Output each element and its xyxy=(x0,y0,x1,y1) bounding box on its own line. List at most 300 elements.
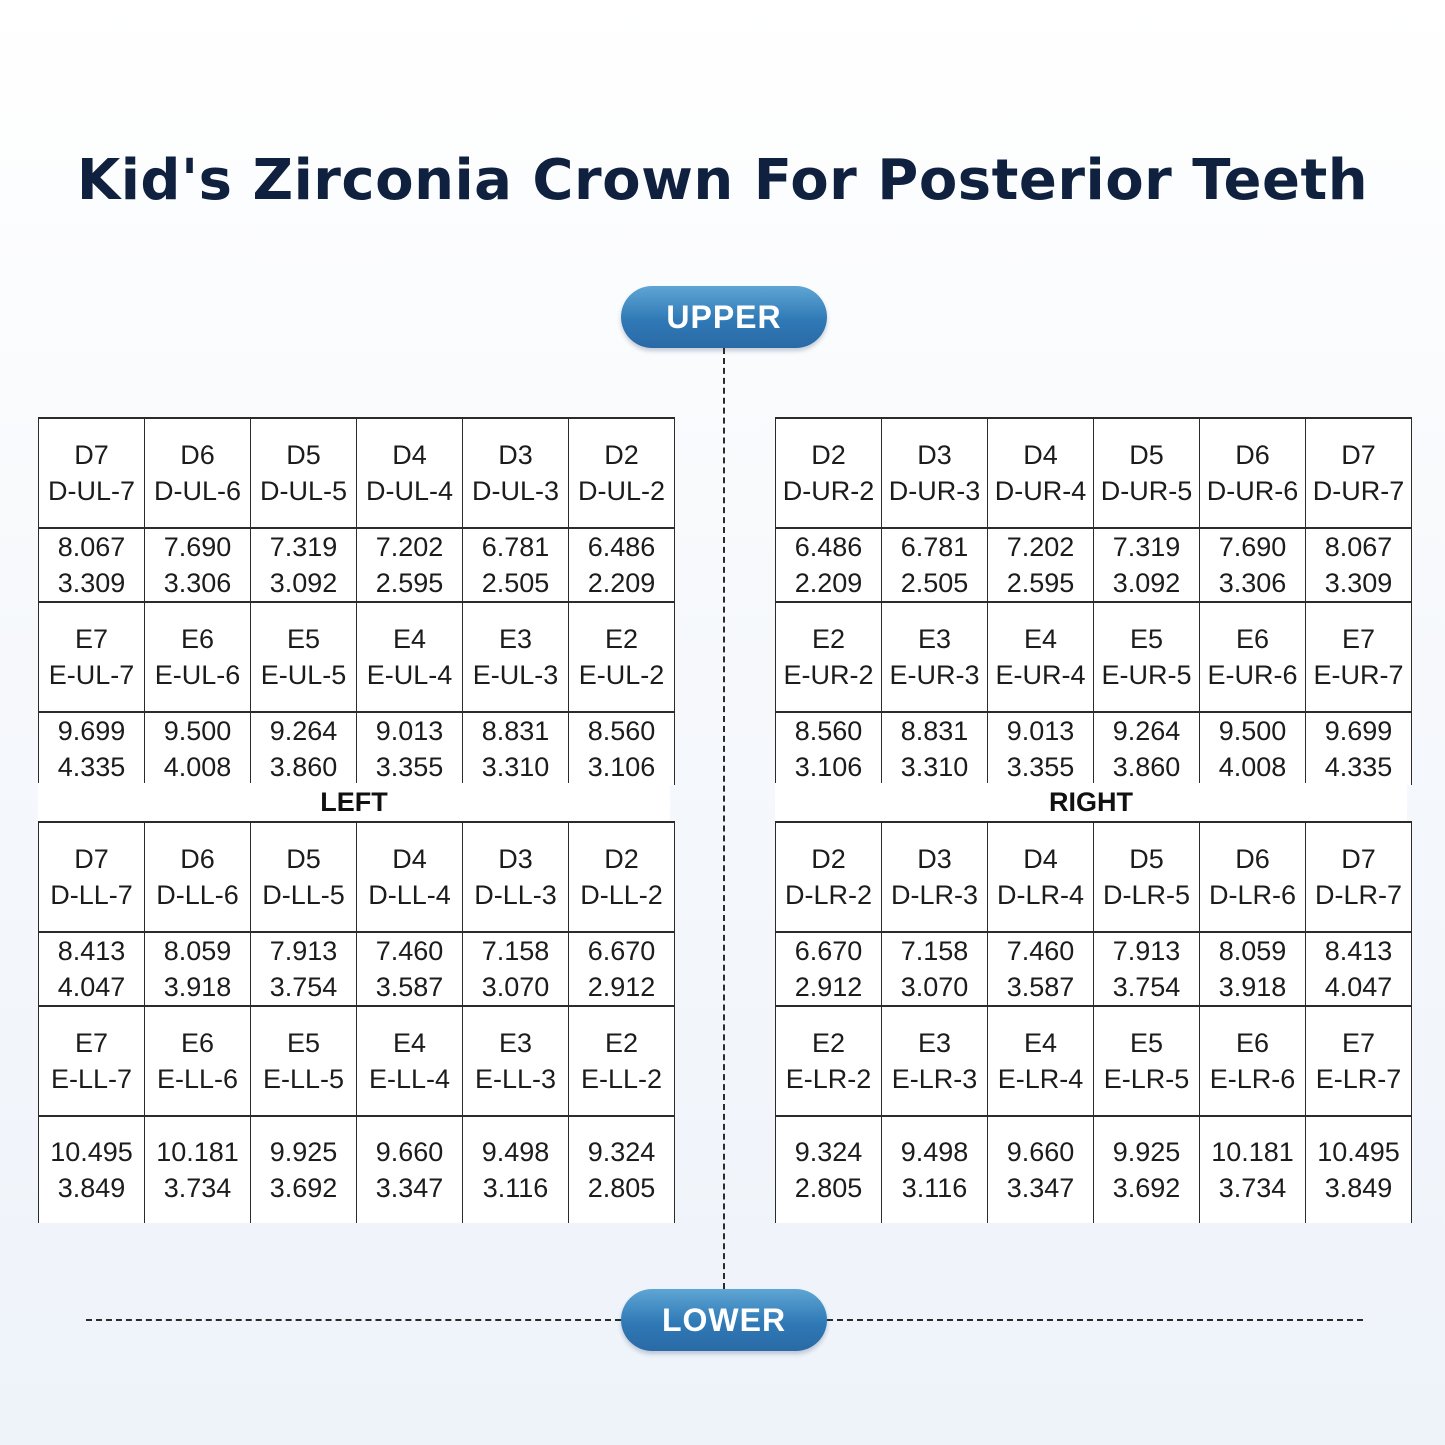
crown-code: E-LR-7 xyxy=(1315,1064,1402,1094)
size-code-cell xyxy=(1306,418,1412,528)
mesiodistal-value: 9.660 xyxy=(1006,1137,1075,1167)
crown-code: D-LL-7 xyxy=(50,880,133,910)
mesiodistal-value: 8.059 xyxy=(163,936,232,966)
tooth-label: E2 xyxy=(811,624,846,654)
tooth-label: E2 xyxy=(604,1028,639,1058)
size-code-row xyxy=(776,418,1412,528)
mesiodistal-value: 6.781 xyxy=(900,532,969,562)
size-code-cell xyxy=(776,822,882,932)
size-code-cell xyxy=(988,822,1094,932)
dimension-cell xyxy=(1094,932,1200,1006)
tooth-label: E6 xyxy=(180,1028,215,1058)
tooth-label: E5 xyxy=(286,624,321,654)
tooth-label: D5 xyxy=(286,844,321,874)
crown-code: D-UL-2 xyxy=(577,476,665,506)
tooth-label: D7 xyxy=(74,440,109,470)
size-code-cell xyxy=(145,602,251,712)
dimension-cell xyxy=(463,712,569,785)
size-code-cell xyxy=(357,822,463,932)
dimension-row xyxy=(39,528,675,602)
size-code-cell xyxy=(145,418,251,528)
tooth-label: D4 xyxy=(1023,440,1058,470)
height-value: 3.355 xyxy=(1006,752,1075,782)
mesiodistal-value: 9.925 xyxy=(1112,1137,1181,1167)
mesiodistal-value: 8.560 xyxy=(794,716,863,746)
dimension-cell xyxy=(988,712,1094,785)
size-code-cell xyxy=(463,602,569,712)
crown-code: D-UR-4 xyxy=(994,476,1087,506)
dimension-cell xyxy=(776,528,882,602)
left-label: LEFT xyxy=(38,783,670,821)
height-value: 2.209 xyxy=(794,568,863,598)
size-code-cell xyxy=(1200,1006,1306,1116)
tooth-label: D6 xyxy=(1235,844,1270,874)
size-code-cell xyxy=(1306,1006,1412,1116)
crown-code: D-LL-6 xyxy=(156,880,239,910)
tooth-label: D2 xyxy=(811,844,846,874)
height-value: 2.805 xyxy=(587,1173,656,1203)
mesiodistal-value: 9.013 xyxy=(1006,716,1075,746)
tooth-label: D7 xyxy=(1341,844,1376,874)
mesiodistal-value: 9.500 xyxy=(163,716,232,746)
size-code-cell xyxy=(1306,602,1412,712)
dimension-cell xyxy=(988,1116,1094,1223)
mesiodistal-value: 7.319 xyxy=(1112,532,1181,562)
crown-code: D-LR-6 xyxy=(1208,880,1296,910)
size-code-cell xyxy=(145,822,251,932)
height-value: 3.106 xyxy=(794,752,863,782)
mesiodistal-value: 9.324 xyxy=(794,1137,863,1167)
height-value: 3.849 xyxy=(57,1173,126,1203)
dimension-cell xyxy=(145,528,251,602)
dimension-row xyxy=(39,932,675,1006)
size-code-row xyxy=(776,1006,1412,1116)
height-value: 3.310 xyxy=(481,752,550,782)
dimension-cell xyxy=(357,528,463,602)
mesiodistal-value: 8.413 xyxy=(57,936,126,966)
height-value: 4.008 xyxy=(163,752,232,782)
lower-badge: LOWER xyxy=(621,1289,827,1351)
tooth-label: D3 xyxy=(917,844,952,874)
lower-left-table xyxy=(38,821,675,1223)
dimension-cell xyxy=(357,1116,463,1223)
height-value: 3.860 xyxy=(269,752,338,782)
size-code-cell xyxy=(251,1006,357,1116)
crown-code: D-UR-7 xyxy=(1312,476,1405,506)
height-value: 4.047 xyxy=(1324,972,1393,1002)
height-value: 3.092 xyxy=(269,568,338,598)
crown-code: E-LR-2 xyxy=(785,1064,872,1094)
dimension-cell xyxy=(1200,1116,1306,1223)
mesiodistal-value: 6.781 xyxy=(481,532,550,562)
tooth-label: E4 xyxy=(392,624,427,654)
tooth-label: E7 xyxy=(1341,624,1376,654)
height-value: 4.335 xyxy=(1324,752,1393,782)
size-code-cell xyxy=(569,1006,675,1116)
crown-code: E-UL-3 xyxy=(472,660,559,690)
dimension-cell xyxy=(988,528,1094,602)
height-value: 3.309 xyxy=(1324,568,1393,598)
size-code-cell xyxy=(251,602,357,712)
height-value: 3.754 xyxy=(1112,972,1181,1002)
crown-code: E-UL-6 xyxy=(154,660,241,690)
mesiodistal-value: 8.560 xyxy=(587,716,656,746)
tooth-label: D2 xyxy=(811,440,846,470)
tooth-label: E3 xyxy=(498,1028,533,1058)
size-code-cell xyxy=(776,1006,882,1116)
size-code-cell xyxy=(39,822,145,932)
size-code-cell xyxy=(1094,822,1200,932)
height-value: 2.505 xyxy=(900,568,969,598)
dimension-cell xyxy=(145,712,251,785)
mesiodistal-value: 9.264 xyxy=(269,716,338,746)
mesiodistal-value: 7.158 xyxy=(900,936,969,966)
crown-code: E-UR-7 xyxy=(1313,660,1404,690)
size-code-cell xyxy=(39,418,145,528)
size-code-cell xyxy=(251,822,357,932)
height-value: 3.070 xyxy=(900,972,969,1002)
tooth-label: D2 xyxy=(604,844,639,874)
height-value: 3.347 xyxy=(375,1173,444,1203)
size-code-cell xyxy=(357,602,463,712)
crown-code: D-UL-7 xyxy=(47,476,135,506)
mesiodistal-value: 8.067 xyxy=(1324,532,1393,562)
mesiodistal-value: 6.670 xyxy=(587,936,656,966)
crown-code: E-UR-4 xyxy=(995,660,1086,690)
dimension-cell xyxy=(1200,528,1306,602)
height-value: 4.008 xyxy=(1218,752,1287,782)
crown-code: E-LR-3 xyxy=(891,1064,978,1094)
lower-right-quadrant xyxy=(775,821,1407,1223)
mesiodistal-value: 7.460 xyxy=(1006,936,1075,966)
height-value: 3.587 xyxy=(375,972,444,1002)
crown-code: E-UL-4 xyxy=(366,660,453,690)
lower-divider-left xyxy=(86,1319,621,1321)
dimension-cell xyxy=(463,932,569,1006)
dimension-cell xyxy=(145,932,251,1006)
crown-code: E-UR-2 xyxy=(783,660,874,690)
height-value: 4.047 xyxy=(57,972,126,1002)
dimension-cell xyxy=(39,528,145,602)
mesiodistal-value: 7.690 xyxy=(1218,532,1287,562)
size-code-row xyxy=(776,822,1412,932)
height-value: 3.734 xyxy=(1218,1173,1287,1203)
size-code-row xyxy=(39,418,675,528)
tooth-label: D6 xyxy=(180,844,215,874)
size-code-cell xyxy=(569,418,675,528)
mesiodistal-value: 7.460 xyxy=(375,936,444,966)
dimension-cell xyxy=(882,712,988,785)
mesiodistal-value: 10.181 xyxy=(156,1137,239,1167)
height-value: 3.116 xyxy=(901,1173,968,1203)
mesiodistal-value: 6.486 xyxy=(587,532,656,562)
right-label: RIGHT xyxy=(775,783,1407,821)
tooth-label: D5 xyxy=(1129,440,1164,470)
tooth-label: E7 xyxy=(1341,1028,1376,1058)
height-value: 3.306 xyxy=(163,568,232,598)
size-code-cell xyxy=(463,418,569,528)
crown-code: E-LR-4 xyxy=(997,1064,1084,1094)
height-value: 3.692 xyxy=(1112,1173,1181,1203)
size-code-cell xyxy=(776,418,882,528)
size-code-cell xyxy=(145,1006,251,1116)
size-code-cell xyxy=(357,418,463,528)
crown-code: D-LL-5 xyxy=(262,880,345,910)
height-value: 3.106 xyxy=(587,752,656,782)
height-value: 2.595 xyxy=(375,568,444,598)
crown-code: E-LL-2 xyxy=(580,1064,663,1094)
tooth-label: E6 xyxy=(180,624,215,654)
size-code-cell xyxy=(988,602,1094,712)
mesiodistal-value: 7.319 xyxy=(269,532,338,562)
size-code-cell xyxy=(882,1006,988,1116)
crown-code: E-UL-2 xyxy=(578,660,665,690)
dimension-cell xyxy=(569,932,675,1006)
dimension-cell xyxy=(1306,528,1412,602)
size-code-cell xyxy=(463,1006,569,1116)
height-value: 3.918 xyxy=(163,972,232,1002)
dimension-cell xyxy=(569,1116,675,1223)
height-value: 3.092 xyxy=(1112,568,1181,598)
upper-right-quadrant xyxy=(775,417,1407,785)
tooth-label: E4 xyxy=(1023,624,1058,654)
height-value: 3.116 xyxy=(482,1173,549,1203)
size-code-cell xyxy=(251,418,357,528)
size-code-cell xyxy=(988,418,1094,528)
crown-code: D-UL-4 xyxy=(365,476,453,506)
size-code-cell xyxy=(1200,602,1306,712)
dimension-cell xyxy=(1200,932,1306,1006)
dimension-cell xyxy=(882,932,988,1006)
mesiodistal-value: 9.498 xyxy=(900,1137,969,1167)
size-code-row xyxy=(39,822,675,932)
dimension-cell xyxy=(251,1116,357,1223)
dimension-cell xyxy=(39,932,145,1006)
tooth-label: D6 xyxy=(180,440,215,470)
center-divider-vertical xyxy=(723,348,725,1289)
upper-right-table xyxy=(775,417,1412,785)
height-value: 2.912 xyxy=(794,972,863,1002)
dimension-cell xyxy=(251,932,357,1006)
dimension-row xyxy=(39,712,675,785)
crown-code: E-LL-3 xyxy=(474,1064,557,1094)
dimension-cell xyxy=(1094,528,1200,602)
crown-code: E-LL-6 xyxy=(156,1064,239,1094)
dimension-cell xyxy=(1306,932,1412,1006)
height-value: 3.849 xyxy=(1324,1173,1393,1203)
tooth-label: E4 xyxy=(1023,1028,1058,1058)
mesiodistal-value: 9.699 xyxy=(57,716,126,746)
height-value: 2.595 xyxy=(1006,568,1075,598)
dimension-cell xyxy=(39,1116,145,1223)
crown-code: D-UL-5 xyxy=(259,476,347,506)
crown-code: E-UL-7 xyxy=(48,660,135,690)
dimension-cell xyxy=(776,932,882,1006)
crown-code: E-UR-3 xyxy=(889,660,980,690)
tooth-label: D5 xyxy=(286,440,321,470)
upper-left-quadrant xyxy=(38,417,670,785)
size-code-cell xyxy=(569,602,675,712)
size-code-cell xyxy=(882,418,988,528)
tooth-label: E3 xyxy=(917,624,952,654)
crown-code: E-LR-5 xyxy=(1103,1064,1190,1094)
crown-code: D-UL-6 xyxy=(153,476,241,506)
tooth-label: D6 xyxy=(1235,440,1270,470)
tooth-label: D7 xyxy=(1341,440,1376,470)
dimension-row xyxy=(39,1116,675,1223)
mesiodistal-value: 7.913 xyxy=(1112,936,1181,966)
crown-code: E-UR-6 xyxy=(1207,660,1298,690)
crown-code: E-UR-5 xyxy=(1101,660,1192,690)
dimension-cell xyxy=(882,1116,988,1223)
crown-code: E-LL-4 xyxy=(368,1064,451,1094)
mesiodistal-value: 7.202 xyxy=(375,532,444,562)
mesiodistal-value: 7.158 xyxy=(481,936,550,966)
height-value: 2.209 xyxy=(587,568,656,598)
height-value: 3.309 xyxy=(57,568,126,598)
size-code-cell xyxy=(1306,822,1412,932)
dimension-cell xyxy=(463,528,569,602)
size-code-row xyxy=(776,602,1412,712)
dimension-cell xyxy=(569,528,675,602)
size-code-row xyxy=(39,1006,675,1116)
mesiodistal-value: 10.495 xyxy=(50,1137,133,1167)
size-code-cell xyxy=(569,822,675,932)
size-code-cell xyxy=(1094,1006,1200,1116)
size-code-cell xyxy=(1200,418,1306,528)
mesiodistal-value: 7.690 xyxy=(163,532,232,562)
height-value: 3.918 xyxy=(1218,972,1287,1002)
dimension-cell xyxy=(39,712,145,785)
height-value: 3.754 xyxy=(269,972,338,1002)
tooth-label: E4 xyxy=(392,1028,427,1058)
tooth-label: E3 xyxy=(917,1028,952,1058)
size-code-cell xyxy=(1094,418,1200,528)
dimension-cell xyxy=(569,712,675,785)
height-value: 3.692 xyxy=(269,1173,338,1203)
page-title: Kid's Zirconia Crown For Posterior Teeth xyxy=(76,148,1369,213)
mesiodistal-value: 9.500 xyxy=(1218,716,1287,746)
dimension-cell xyxy=(776,712,882,785)
mesiodistal-value: 8.831 xyxy=(481,716,550,746)
height-value: 3.310 xyxy=(900,752,969,782)
crown-code: E-UL-5 xyxy=(260,660,347,690)
mesiodistal-value: 9.324 xyxy=(587,1137,656,1167)
dimension-cell xyxy=(357,932,463,1006)
dimension-cell xyxy=(1306,712,1412,785)
tooth-label: D4 xyxy=(392,844,427,874)
crown-code: D-LL-3 xyxy=(474,880,557,910)
height-value: 2.912 xyxy=(587,972,656,1002)
tooth-label: D3 xyxy=(498,844,533,874)
height-value: 3.355 xyxy=(375,752,444,782)
height-value: 2.505 xyxy=(481,568,550,598)
height-value: 4.335 xyxy=(57,752,126,782)
mesiodistal-value: 9.660 xyxy=(375,1137,444,1167)
mesiodistal-value: 10.181 xyxy=(1211,1137,1294,1167)
tooth-label: E2 xyxy=(811,1028,846,1058)
height-value: 3.734 xyxy=(163,1173,232,1203)
mesiodistal-value: 9.925 xyxy=(269,1137,338,1167)
size-code-cell xyxy=(357,1006,463,1116)
crown-code: D-LR-3 xyxy=(890,880,978,910)
height-value: 3.860 xyxy=(1112,752,1181,782)
mesiodistal-value: 7.913 xyxy=(269,936,338,966)
tooth-label: D5 xyxy=(1129,844,1164,874)
crown-code: D-UR-3 xyxy=(888,476,981,506)
dimension-cell xyxy=(145,1116,251,1223)
tooth-label: E7 xyxy=(74,1028,109,1058)
tooth-label: E5 xyxy=(1129,624,1164,654)
dimension-cell xyxy=(1306,1116,1412,1223)
crown-code: D-UR-5 xyxy=(1100,476,1193,506)
crown-code: D-LR-2 xyxy=(784,880,872,910)
dimension-row xyxy=(776,1116,1412,1223)
tooth-label: E5 xyxy=(1129,1028,1164,1058)
tooth-label: E5 xyxy=(286,1028,321,1058)
mesiodistal-value: 8.067 xyxy=(57,532,126,562)
height-value: 3.070 xyxy=(481,972,550,1002)
lower-divider-right xyxy=(827,1319,1363,1321)
size-code-cell xyxy=(776,602,882,712)
dimension-cell xyxy=(1200,712,1306,785)
size-code-cell xyxy=(882,602,988,712)
mesiodistal-value: 9.013 xyxy=(375,716,444,746)
size-code-cell xyxy=(1094,602,1200,712)
crown-code: D-UL-3 xyxy=(471,476,559,506)
size-code-cell xyxy=(39,1006,145,1116)
height-value: 2.805 xyxy=(794,1173,863,1203)
tooth-label: D4 xyxy=(392,440,427,470)
crown-code: D-LR-4 xyxy=(996,880,1084,910)
tooth-label: E6 xyxy=(1235,1028,1270,1058)
mesiodistal-value: 6.486 xyxy=(794,532,863,562)
mesiodistal-value: 7.202 xyxy=(1006,532,1075,562)
tooth-label: E6 xyxy=(1235,624,1270,654)
upper-left-table xyxy=(38,417,675,785)
dimension-row xyxy=(776,932,1412,1006)
dimension-cell xyxy=(251,528,357,602)
dimension-row xyxy=(776,528,1412,602)
tooth-label: D2 xyxy=(604,440,639,470)
dimension-cell xyxy=(1094,712,1200,785)
mesiodistal-value: 8.059 xyxy=(1218,936,1287,966)
mesiodistal-value: 10.495 xyxy=(1317,1137,1400,1167)
mesiodistal-value: 9.498 xyxy=(481,1137,550,1167)
size-code-cell xyxy=(882,822,988,932)
mesiodistal-value: 8.831 xyxy=(900,716,969,746)
crown-code: E-LR-6 xyxy=(1209,1064,1296,1094)
crown-code: D-UR-2 xyxy=(782,476,875,506)
height-value: 3.587 xyxy=(1006,972,1075,1002)
tooth-label: D4 xyxy=(1023,844,1058,874)
dimension-cell xyxy=(776,1116,882,1223)
tooth-label: D7 xyxy=(74,844,109,874)
dimension-cell xyxy=(251,712,357,785)
dimension-cell xyxy=(463,1116,569,1223)
crown-code: D-LR-5 xyxy=(1102,880,1190,910)
crown-code: D-LL-4 xyxy=(368,880,451,910)
size-code-cell xyxy=(1200,822,1306,932)
tooth-label: E3 xyxy=(498,624,533,654)
size-code-row xyxy=(39,602,675,712)
dimension-cell xyxy=(882,528,988,602)
height-value: 3.306 xyxy=(1218,568,1287,598)
dimension-cell xyxy=(988,932,1094,1006)
mesiodistal-value: 9.699 xyxy=(1324,716,1393,746)
height-value: 3.347 xyxy=(1006,1173,1075,1203)
tooth-label: D3 xyxy=(498,440,533,470)
